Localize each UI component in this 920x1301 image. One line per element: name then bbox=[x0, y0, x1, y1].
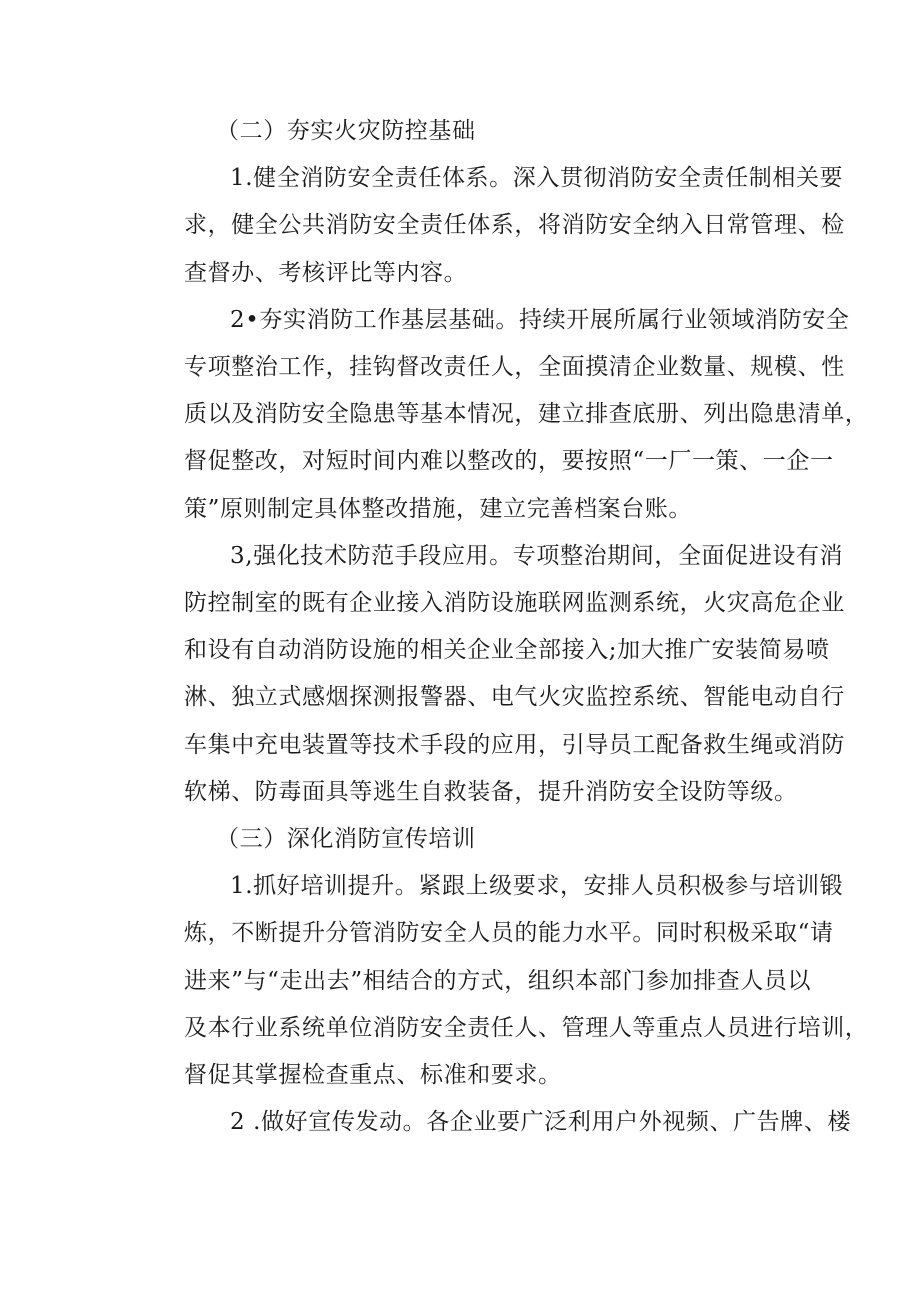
paragraph-publicity bbox=[138, 1099, 852, 1146]
text-line: 1.健全消防安全责任体系。深入贯彻消防安全责任制相关要 bbox=[230, 165, 844, 192]
text-line: 淋、独立式感烟探测报警器、电气火灾监控系统、智能电动自行 bbox=[184, 684, 845, 711]
paragraph-training bbox=[138, 863, 869, 1099]
text-line: 及本行业系统单位消防安全责任人、管理人等重点人员进行培训， bbox=[184, 1014, 869, 1041]
paragraph-responsibility-system bbox=[138, 155, 845, 297]
text-line: 车集中充电装置等技术手段的应用，引导员工配备救生绳或消防 bbox=[184, 731, 845, 758]
paragraph-grassroots-foundation bbox=[138, 297, 869, 533]
document-body bbox=[138, 108, 869, 1146]
text-line: 质以及消防安全隐患等基本情况，建立排查底册、列出隐患清单， bbox=[184, 401, 869, 428]
text-line: 2 .做好宣传发动。各企业要广泛利用户外视频、广告牌、楼 bbox=[230, 1109, 852, 1136]
text-line: 求，健全公共消防安全责任体系，将消防安全纳入日常管理、检 bbox=[184, 212, 845, 239]
section-heading-2 bbox=[138, 108, 790, 155]
text-line: 进来”与“走出去”相结合的方式，组织本部门参加排查人员以 bbox=[184, 967, 812, 994]
text-line: 防控制室的既有企业接入消防设施联网监测系统，火灾高危企业 bbox=[184, 590, 845, 617]
text-line: 查督办、考核评比等内容。 bbox=[184, 259, 468, 286]
text-line: 督促整改，对短时间内难以整改的，要按照“一厂一策、一企一 bbox=[184, 448, 834, 475]
text-line: （二）夯实火灾防控基础 bbox=[216, 118, 476, 144]
text-line: 专项整治工作，挂钩督改责任人，全面摸清企业数量、规模、性 bbox=[184, 354, 845, 381]
text-line: 3,强化技术防范手段应用。专项整治期间，全面促进设有消 bbox=[230, 542, 844, 569]
section-heading-3 bbox=[138, 816, 790, 863]
text-line: （三）深化消防宣传培训 bbox=[216, 826, 476, 853]
text-line: 炼，不断提升分管消防安全人员的能力水平。同时积极采取“请 bbox=[184, 920, 834, 947]
text-line: 督促其掌握检查重点、标准和要求。 bbox=[184, 1062, 562, 1089]
text-line: 2•夯实消防工作基层基础。持续开展所属行业领域消防安全 bbox=[230, 306, 850, 333]
text-line: 策”原则制定具体整改措施，建立完善档案台账。 bbox=[184, 495, 692, 522]
text-line: 软梯、防毒面具等逃生自救装备，提升消防安全设防等级。 bbox=[184, 778, 798, 805]
paragraph-technical-prevention bbox=[138, 533, 845, 816]
text-line: 1.抓好培训提升。紧跟上级要求，安排人员积极参与培训锻 bbox=[230, 873, 844, 900]
text-line: 和设有自动消防设施的相关企业全部接入;加大推广安装简易喷 bbox=[184, 637, 830, 664]
